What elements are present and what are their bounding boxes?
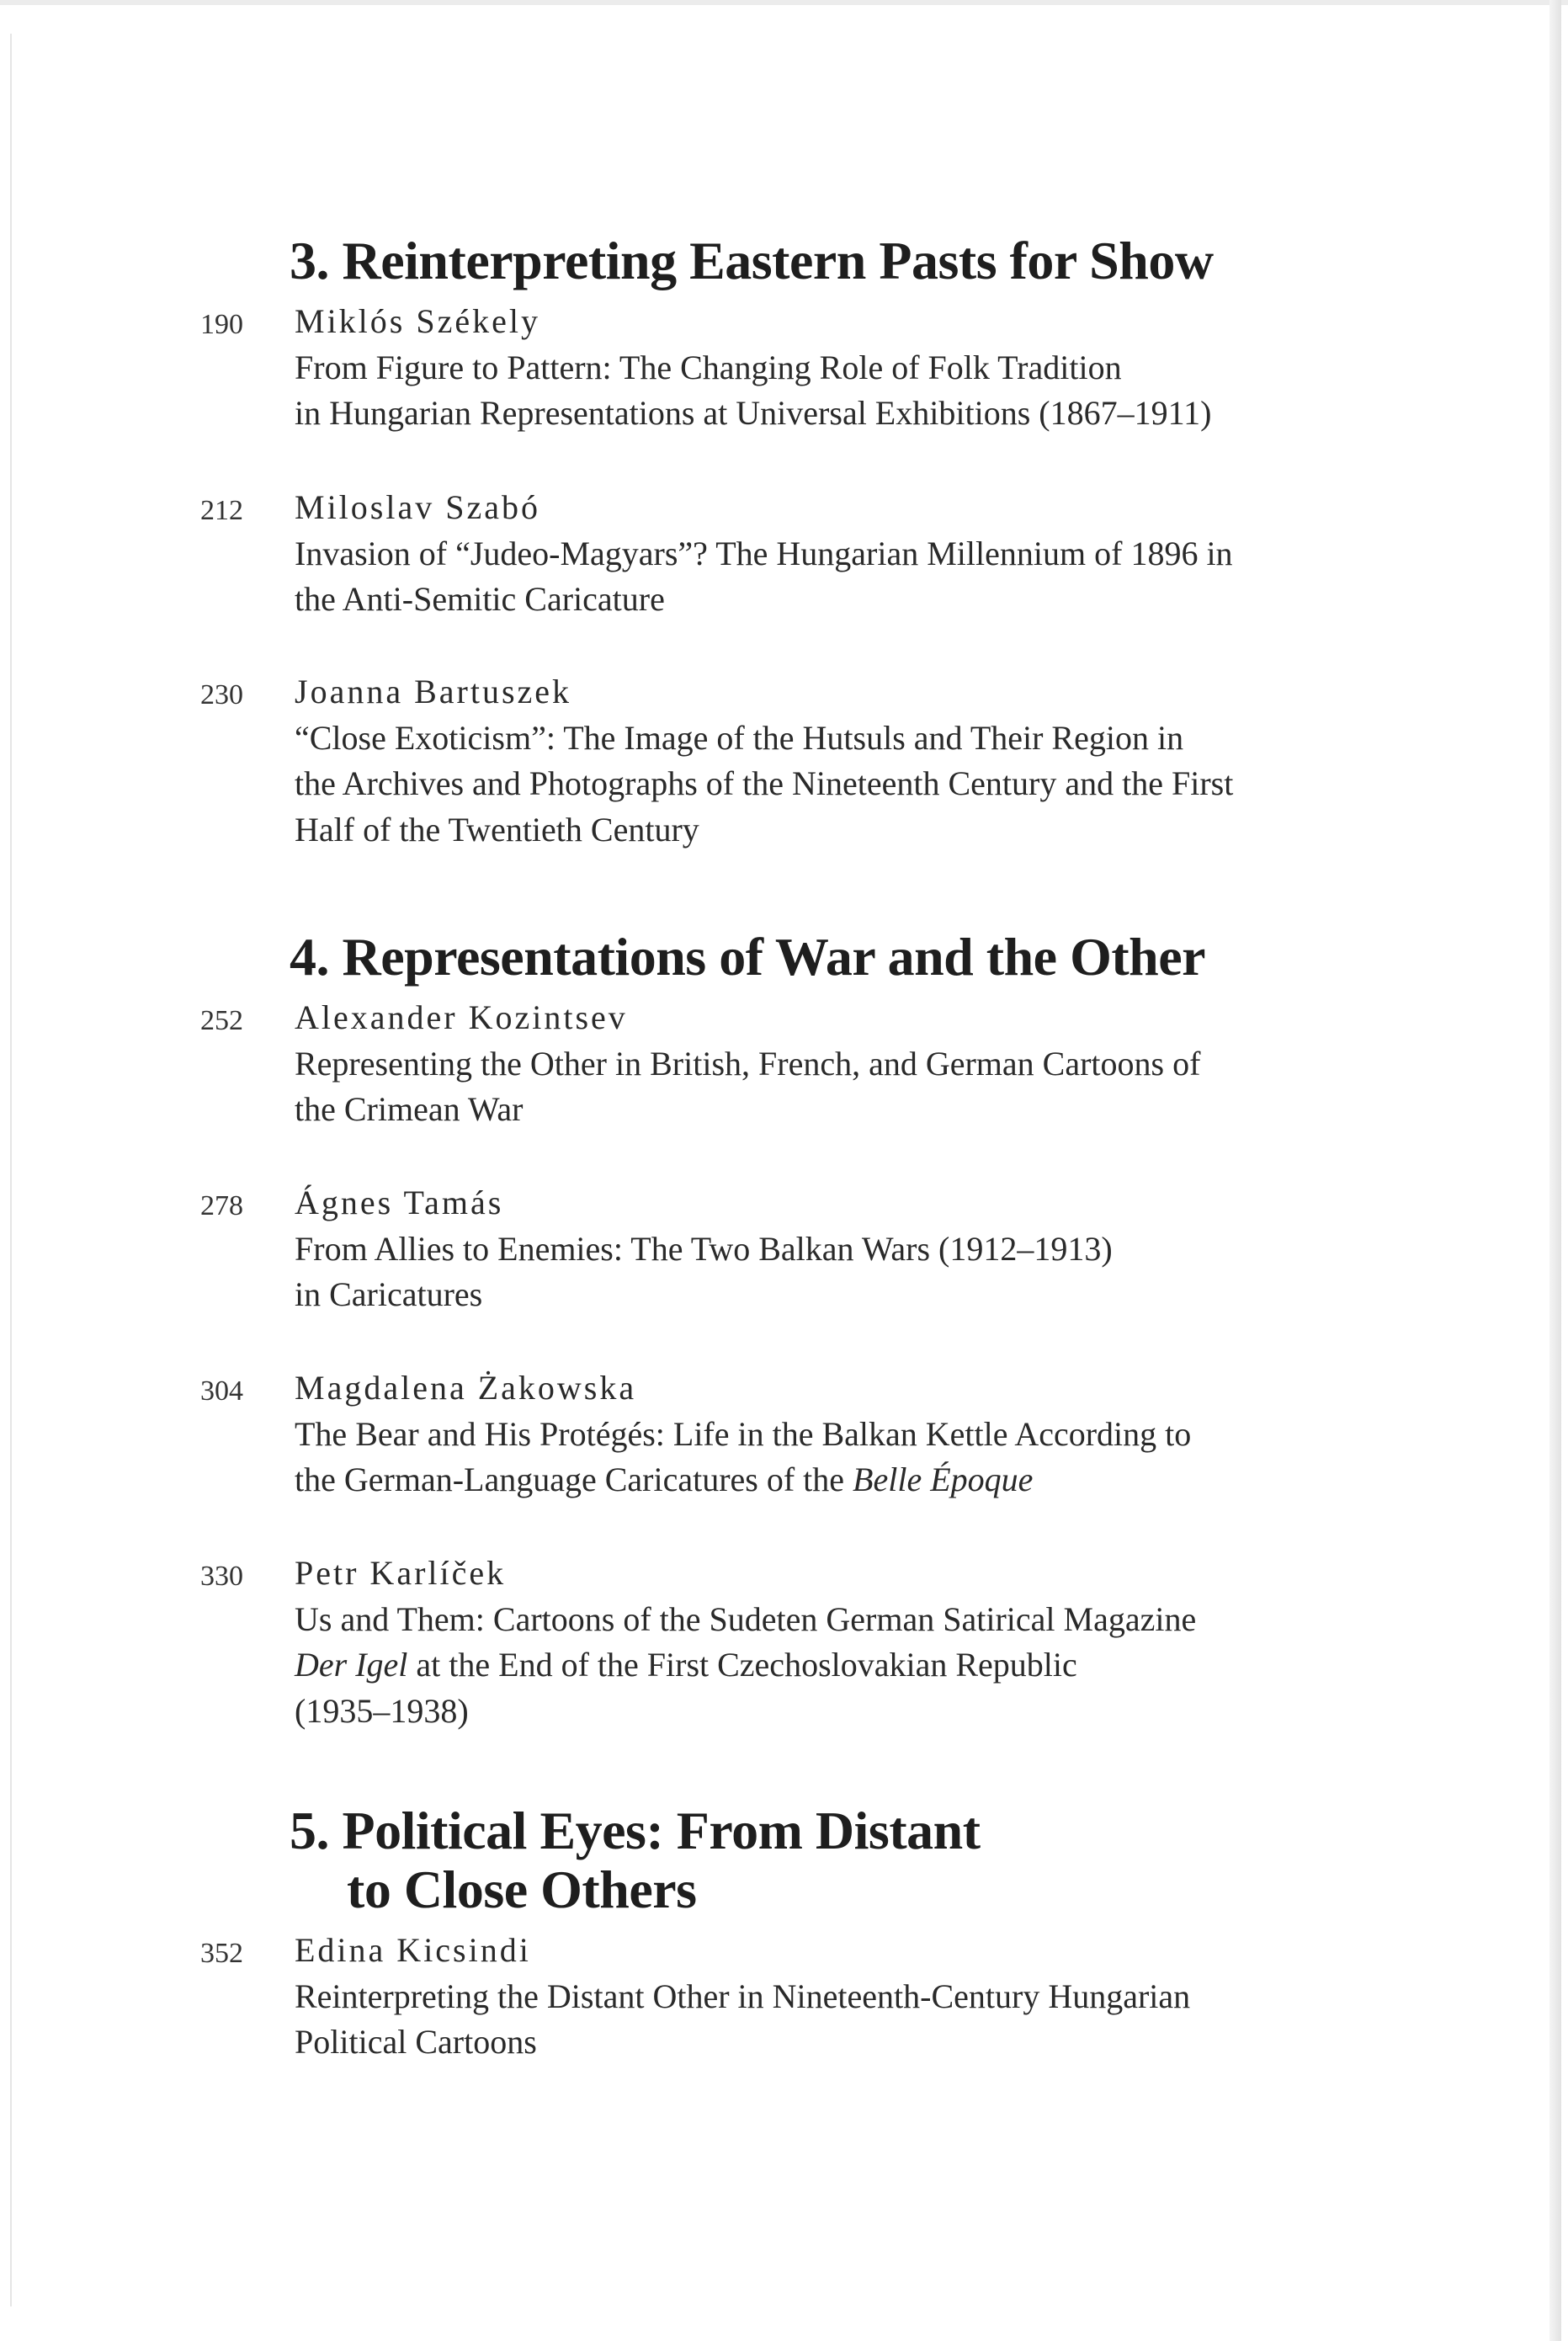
section-heading-line: 5. Political Eyes: From Distant [290, 1801, 981, 1860]
entry-title-line: the Crimean War [295, 1090, 524, 1128]
author-name: Alexander Kozintsev [295, 998, 628, 1036]
italic-title-text: Der Igel [295, 1646, 408, 1684]
title-text: at the End of the First Czechoslovakian Republic [407, 1646, 1077, 1684]
entry-title-line: Invasion of “Judeo-Magyars”? The Hungarian Millennium of 1896 in [295, 534, 1233, 572]
italic-title-text: Belle Époque [853, 1460, 1034, 1498]
page-top-edge [0, 0, 1568, 5]
entry-title-line [295, 1457, 1305, 1503]
title-text: the German-Language Caricatures of the [295, 1460, 853, 1498]
entry-title-line [295, 1642, 1305, 1689]
author-name: Edina Kicsindi [295, 1931, 531, 1969]
entry-title-line: From Allies to Enemies: The Two Balkan Wars (1912–1913) [295, 1229, 1113, 1268]
page-right-edge [1549, 0, 1561, 2341]
entry-body [295, 995, 1305, 1133]
page-number: 352 [200, 1938, 243, 1969]
author-name: Magdalena Żakowska [295, 1369, 637, 1407]
entry-title-line: Political Cartoons [295, 2023, 537, 2061]
entry-body [295, 669, 1305, 853]
author-name: Petr Karlíček [295, 1554, 507, 1592]
entry-title-line: The Bear and His Protégés: Life in the Balkan Kettle According to [295, 1414, 1192, 1453]
section-heading-4: 4. Representations of War and the Other [290, 927, 1206, 987]
page-number: 230 [200, 679, 243, 710]
page-number: 212 [200, 495, 243, 526]
section-heading-line: to Close Others [347, 1859, 697, 1919]
author-name: Miloslav Szabó [295, 488, 540, 526]
entry-title-line: “Close Exoticism”: The Image of the Hutsuls and Their Region in [295, 718, 1184, 757]
section-heading-3: 3. Reinterpreting Eastern Pasts for Show [290, 231, 1214, 290]
entry-body [295, 1180, 1305, 1318]
page-number: 330 [200, 1561, 243, 1592]
entry-body [295, 1928, 1305, 2066]
page-number: 252 [200, 1005, 243, 1036]
page-left-edge [10, 34, 12, 2306]
page-number: 304 [200, 1375, 243, 1407]
entry-title-line: Half of the Twentieth Century [295, 810, 699, 849]
page-number: 190 [200, 309, 243, 340]
entry-body [295, 485, 1305, 623]
entry-title-line: the Archives and Photographs of the Nineteenth Century and the First [295, 764, 1234, 802]
page-number: 278 [200, 1190, 243, 1221]
entry-title-line: in Hungarian Representations at Universal Exhibitions (1867–1911) [295, 394, 1212, 432]
author-name: Miklós Székely [295, 302, 540, 340]
entry-title-line: the Anti-Semitic Caricature [295, 580, 665, 618]
entry-body [295, 299, 1305, 437]
section-heading-5 [290, 1801, 981, 1919]
entry-body [295, 1365, 1305, 1503]
entry-title-line: in Caricatures [295, 1275, 483, 1313]
entry-title-line: (1935–1938) [295, 1691, 469, 1730]
author-name: Joanna Bartuszek [295, 673, 572, 710]
entry-title-line: Us and Them: Cartoons of the Sudeten German Satirical Magazine [295, 1599, 1197, 1638]
author-name: Ágnes Tamás [295, 1184, 504, 1221]
entry-title-line: Representing the Other in British, French, and German Cartoons of [295, 1044, 1201, 1083]
entry-title-line: From Figure to Pattern: The Changing Role of Folk Tradition [295, 348, 1122, 386]
entry-body [295, 1551, 1305, 1734]
entry-title-line: Reinterpreting the Distant Other in Nineteenth-Century Hungarian [295, 1977, 1191, 2015]
